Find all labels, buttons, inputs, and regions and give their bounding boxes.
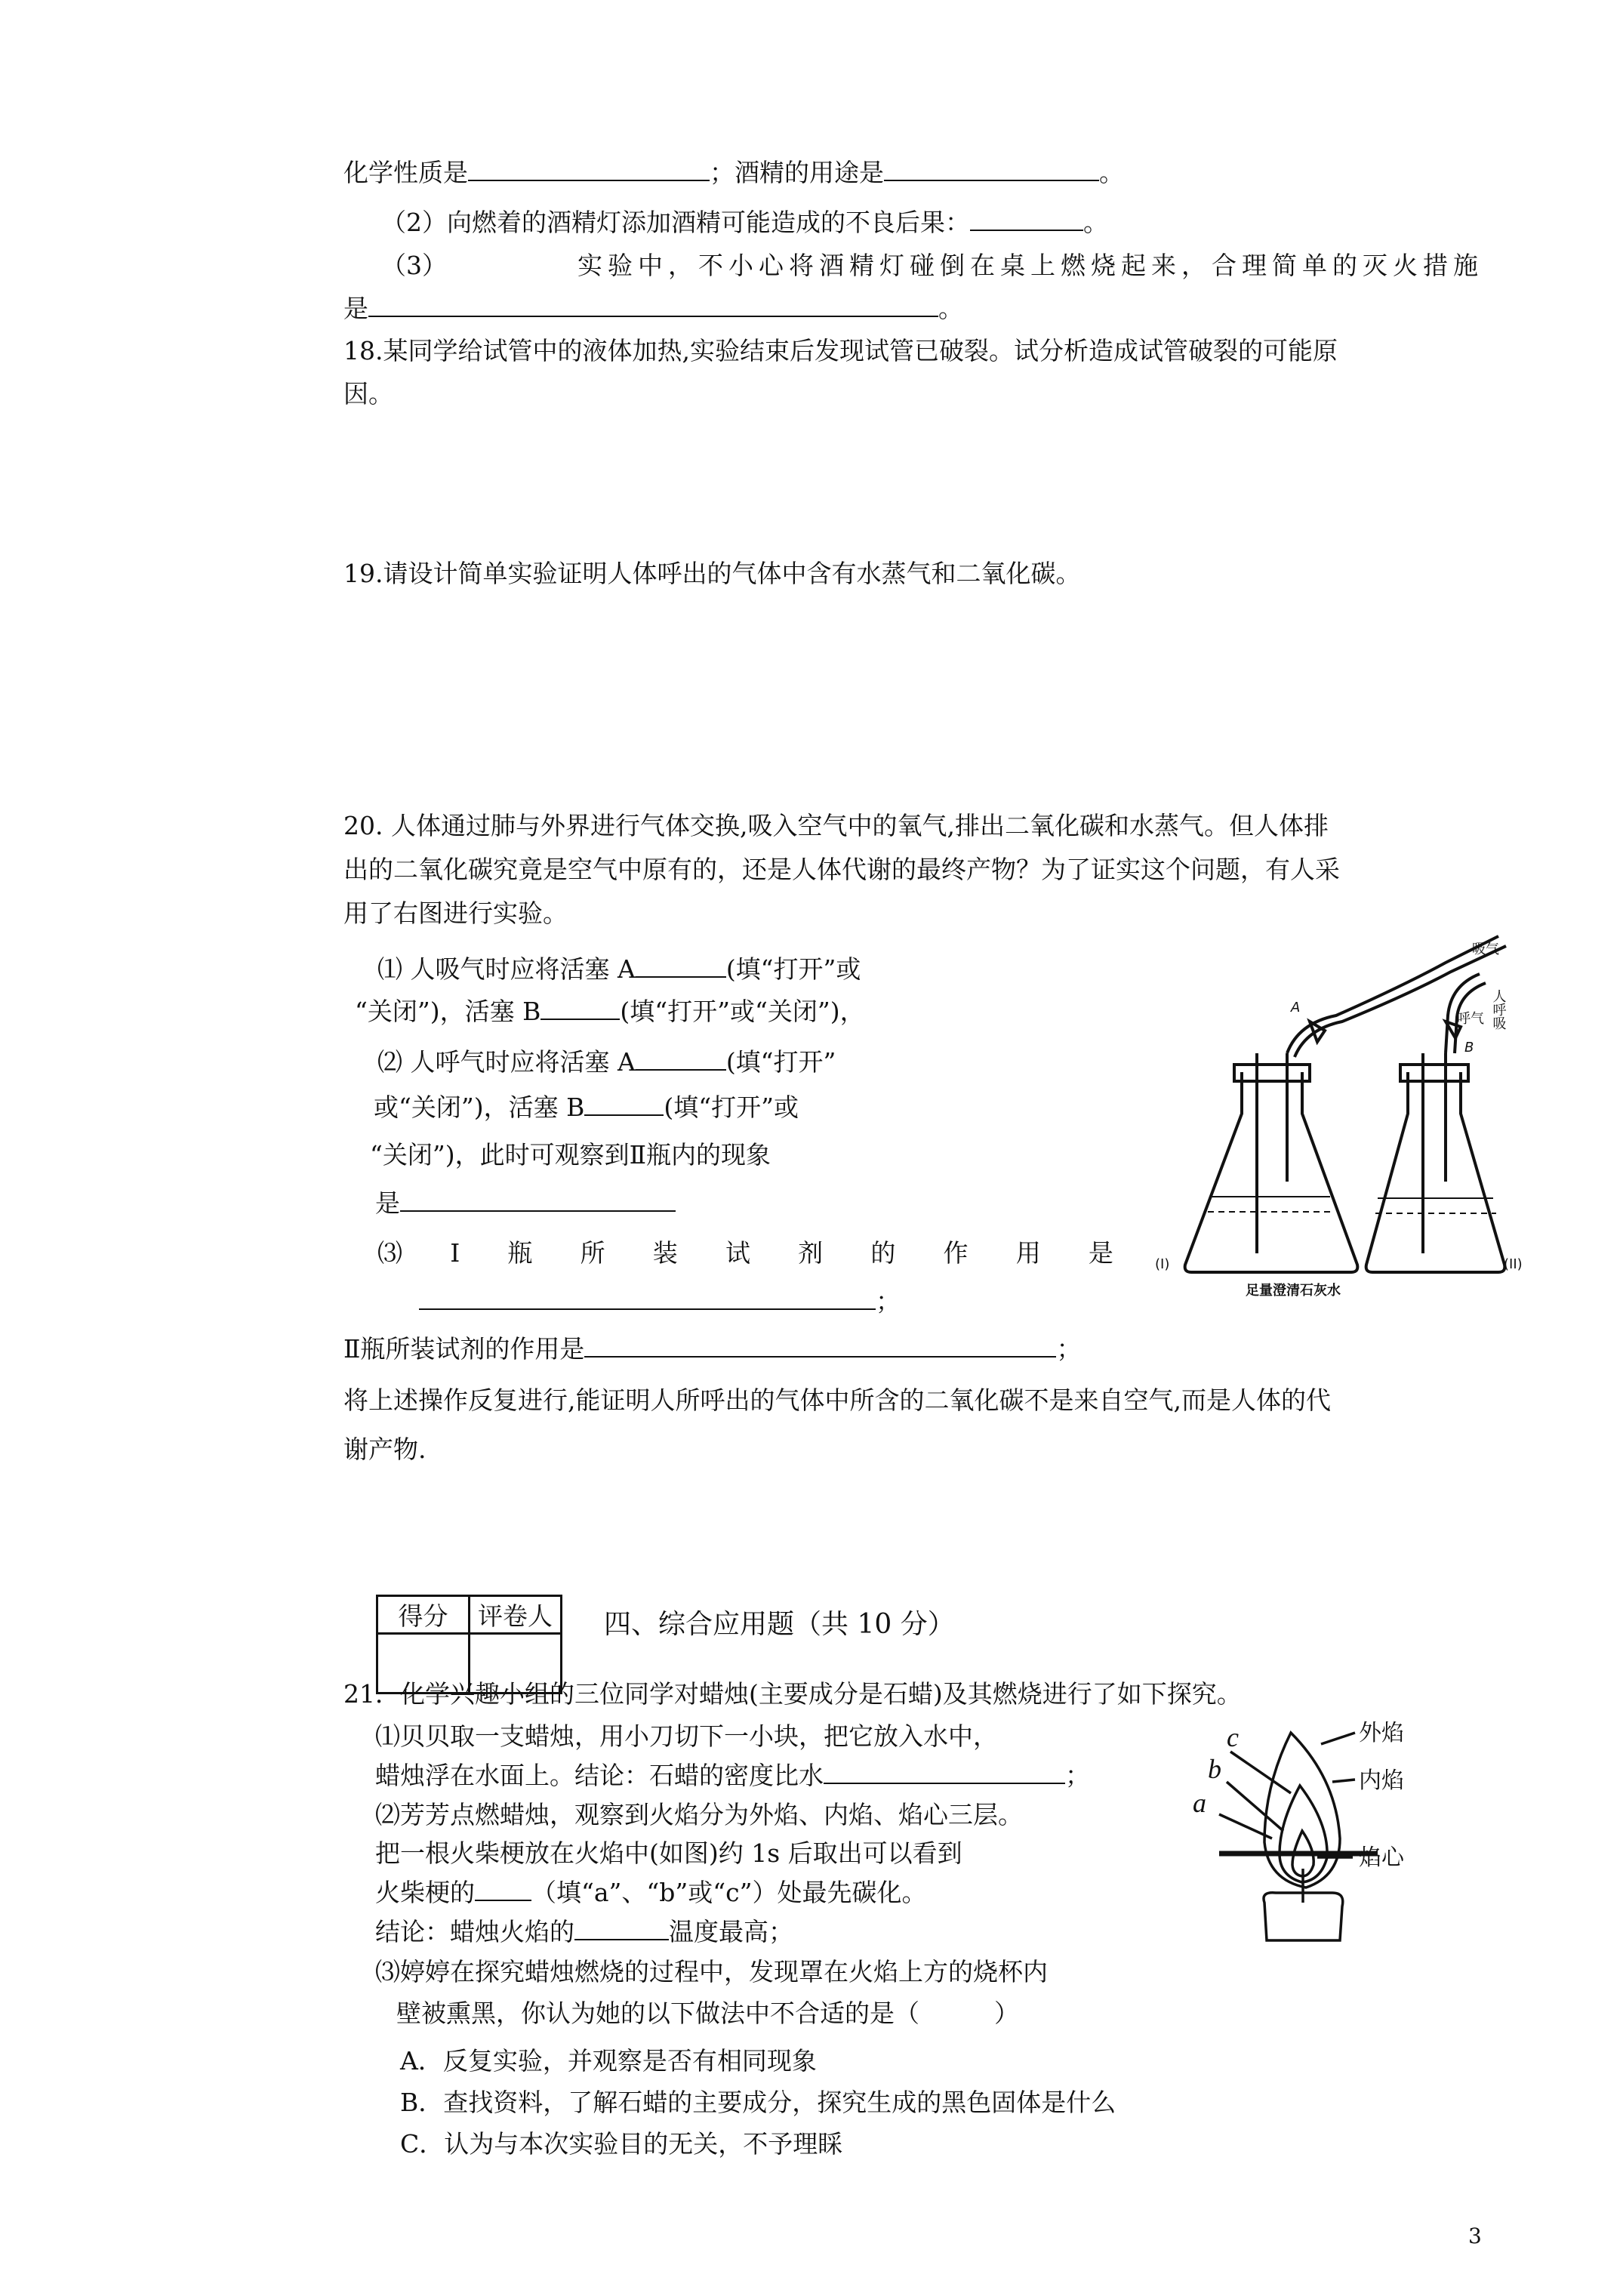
q18-line1: 18.某同学给试管中的液体加热,实验结束后发现试管已破裂。试分析造成试管破裂的可能原 (343, 336, 1338, 365)
q20-line2: 出的二氧化碳究竟是空气中原有的，还是人体代谢的最终产物？为了证实这个问题，有人采 (343, 855, 1340, 884)
blank[interactable] (475, 1877, 531, 1901)
label-inhale: 吸气 (1472, 942, 1499, 957)
q21-option-b: B．查找资料，了解石蜡的主要成分，探究生成的黑色固体是什么 (400, 2088, 1116, 2117)
q20-s2c: “关闭”)，此时可观察到Ⅱ瓶内的现象 (370, 1140, 771, 1170)
q20-s1a: ⑴ 人吸气时应将活塞 A (填“打开”或 (377, 954, 861, 984)
blank[interactable] (636, 954, 726, 978)
label-c: c (1227, 1722, 1239, 1752)
label-reagent: 足量澄清石灰水 (1246, 1283, 1341, 1299)
q20-s3: ⑶ Ⅰ 瓶 所 装 试 剂 的 作 用 是 (377, 1238, 1113, 1268)
q17-part3-b: 是 。 (343, 294, 963, 323)
page-number: 3 (1468, 2224, 1482, 2248)
q20-s2d: 是 (375, 1187, 676, 1220)
blank[interactable] (468, 157, 710, 181)
q18-line2: 因。 (343, 379, 393, 408)
label-person: 人呼吸 (1490, 989, 1507, 1030)
blank[interactable] (584, 1092, 664, 1116)
label-flask-I: (I) (1155, 1256, 1170, 1272)
q21-p2c: 火柴梗的 （填“a”、“b”或“c”）处最先碳化。 (375, 1878, 927, 1907)
q21-p3a: ⑶婷婷在探究蜡烛燃烧的过程中，发现罩在火焰上方的烧杯内 (375, 1957, 1048, 1986)
blank[interactable] (970, 207, 1083, 231)
grader-header: 评卷人 (470, 1596, 562, 1634)
q21-p2d: 结论：蜡烛火焰的 温度最高； (375, 1917, 793, 1946)
label-outer-flame: 外焰 (1359, 1720, 1404, 1746)
q20-s5: 将上述操作反复进行,能证明人所呼出的气体中所含的二氧化碳不是来自空气,而是人体的代 (343, 1385, 1331, 1415)
blank[interactable] (824, 1760, 1065, 1784)
label-exhale: 呼气 (1457, 1011, 1484, 1027)
label-flame-core: 焰心 (1359, 1845, 1404, 1871)
q20-s2a: ⑵ 人呼气时应将活塞 A (填“打开” (377, 1047, 836, 1077)
label-flask-II: (II) (1504, 1256, 1523, 1272)
blank[interactable] (636, 1046, 726, 1071)
blank[interactable] (574, 1916, 669, 1940)
q21-option-c: C．认为与本次实验目的无关，不予理睬 (400, 2129, 843, 2159)
q21-option-a: A．反复实验，并观察是否有相同现象 (400, 2046, 817, 2076)
label-stopcock-B: B (1464, 1040, 1474, 1056)
q21-p1b: 蜡烛浮在水面上。结论：石蜡的密度比水 ； (375, 1761, 1090, 1790)
q21-p2b: 把一根火柴梗放在火焰中(如图)约 1s 后取出可以看到 (375, 1838, 962, 1868)
section-4-title: 四、综合应用题（共 10 分） (604, 1609, 955, 1640)
q17-part3: （3） 实验中，不小心将酒精灯碰倒在桌上燃烧起来，合理简单的灭火措施 (381, 251, 1483, 280)
score-header: 得分 (377, 1596, 470, 1634)
q21-line1: 21．化学兴趣小组的三位同学对蜡烛(主要成分是石蜡)及其燃烧进行了如下探究。 (343, 1679, 1242, 1709)
label-a: a (1193, 1788, 1206, 1818)
blank[interactable] (419, 1286, 876, 1310)
q21-p1a: ⑴贝贝取一支蜡烛，用小刀切下一小块，把它放入水中， (375, 1721, 998, 1751)
q20-s3-blank: ； (419, 1285, 901, 1318)
label-stopcock-A: A (1291, 1000, 1301, 1015)
q20-line3: 用了右图进行实验。 (343, 898, 568, 928)
q21-p3b: 壁被熏黑，你认为她的以下做法中不合适的是（ ） (396, 1999, 1019, 2028)
label-b: b (1208, 1754, 1221, 1784)
blank[interactable] (884, 157, 1099, 181)
q20-s1b: “关闭”)，活塞 B (填“打开”或“关闭”)， (355, 997, 865, 1026)
blank[interactable] (400, 1188, 676, 1212)
q20-s4: Ⅱ瓶所装试剂的作用是 ； (343, 1334, 1082, 1364)
q21-p2a: ⑵芳芳点燃蜡烛，观察到火焰分为外焰、内焰、焰心三层。 (375, 1800, 1023, 1829)
q20-line1: 20. 人体通过肺与外界进行气体交换,吸入空气中的氧气,排出二氧化碳和水蒸气。但人体排 (343, 811, 1329, 840)
q20-s6: 谢产物. (343, 1435, 427, 1464)
q17-line1: 化学性质是 ；酒精的用途是 。 (343, 158, 1124, 187)
blank[interactable] (540, 996, 620, 1020)
blank[interactable] (368, 293, 938, 317)
blank[interactable] (584, 1333, 1056, 1358)
q20-s2b: 或“关闭”)，活塞 B (填“打开”或 (374, 1093, 799, 1122)
q17-part2: （2）向燃着的酒精灯添加酒精可能造成的不良后果： 。 (381, 208, 1108, 237)
label-inner-flame: 内焰 (1359, 1767, 1404, 1794)
q19-line1: 19.请设计简单实验证明人体呼出的气体中含有水蒸气和二氧化碳。 (343, 559, 1081, 588)
